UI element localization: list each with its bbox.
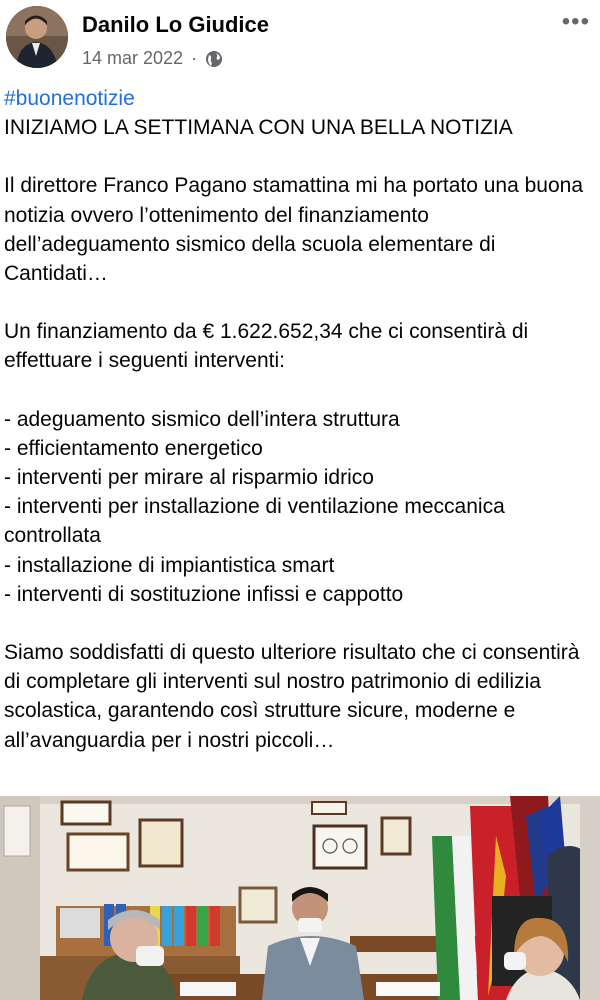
post-date[interactable]: 14 mar 2022 [82,48,184,68]
post-meta [82,48,223,69]
post-paragraph-3: Siamo soddisfatti di questo ulteriore risultato che ci consentirà di completare gli interventi sul nostro patrimonio di edilizia scolastica, garantendo così strutture sicure, moderne e all’avanguardia per i nostri piccoli… [4,641,580,752]
globe-icon[interactable] [205,50,223,68]
post-photo[interactable] [0,796,600,1000]
paragraph-gap [4,288,596,317]
list-item: - efficientamento energetico [4,436,263,460]
more-options-icon[interactable]: ••• [561,8,590,35]
meta-separator: · [191,48,198,68]
list-item: - interventi per installazione di ventilazione meccanica controllata [4,495,505,548]
post-headline: INIZIAMO LA SETTIMANA CON UNA BELLA NOTIZIA [4,116,513,140]
post-body [4,84,596,755]
paragraph-gap [4,609,596,638]
paragraph-gap [4,376,596,405]
post-paragraph-2: Un finanziamento da € 1.622.652,34 che ci consentirà di effettuare i seguenti interventi: [4,320,529,373]
hashtag-link[interactable]: #buonenotizie [4,87,135,110]
list-item: - adeguamento sismico dell’intera struttura [4,407,400,431]
list-item: - installazione di impiantistica smart [4,553,335,577]
post-paragraph-1: Il direttore Franco Pagano stamattina mi ha portato una buona notizia ovvero l’ottenimento del finanziamento dell’adeguamento sismico della scuola elementare di Cantidati… [4,174,584,286]
paragraph-gap [4,142,596,171]
list-item: - interventi per mirare al risparmio idrico [4,466,374,490]
author-avatar[interactable] [6,6,68,68]
list-item: - interventi di sostituzione infissi e cappotto [4,582,404,606]
author-name[interactable]: Danilo Lo Giudice [82,12,270,37]
